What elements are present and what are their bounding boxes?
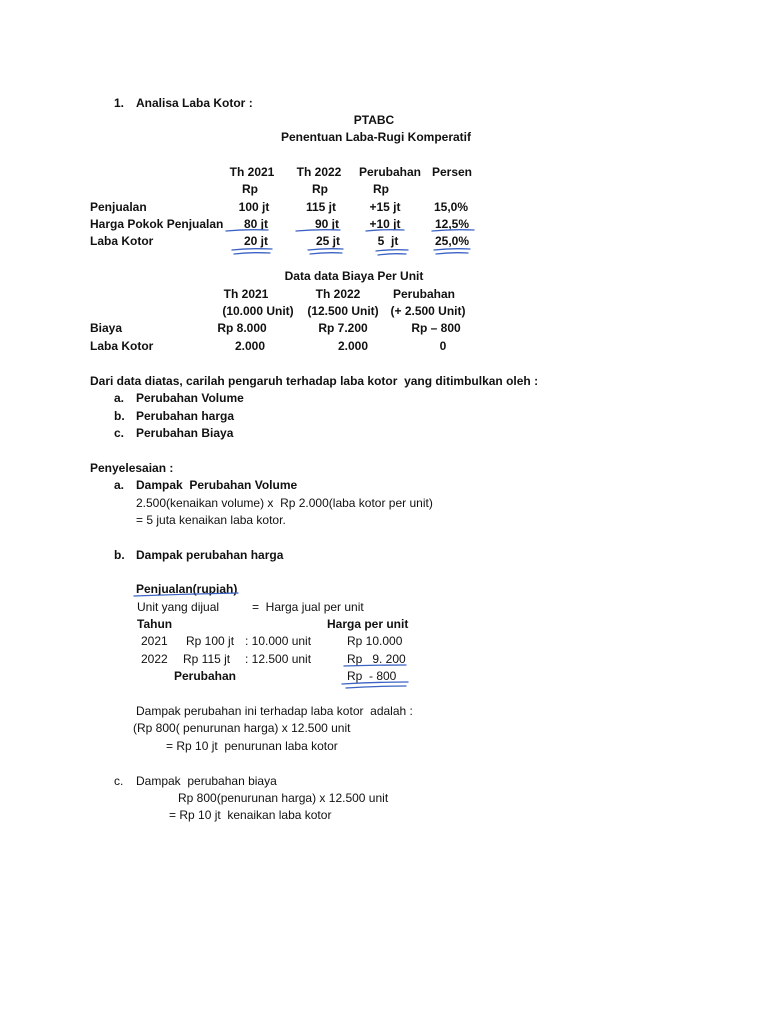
solution-c-title: Dampak perubahan biaya (136, 774, 277, 788)
impact-line: Dampak perubahan ini terhadap laba kotor adalah : (136, 704, 413, 718)
change-label: Perubahan (174, 669, 237, 683)
row-label-laba-kotor: Laba Kotor (90, 234, 154, 248)
table-cell: 90 jt (314, 217, 340, 231)
table-cell: +10 jt (369, 217, 401, 231)
pen-double-underline (310, 253, 342, 254)
solution-a-line: 2.500(kenaikan volume) x Rp 2.000(laba kotor per unit) (136, 496, 433, 510)
table-cell: Rp – 800 (411, 321, 461, 335)
question-item: Perubahan Biaya (136, 426, 234, 440)
solution-c-line: Rp 800(penurunan harga) x 12.500 unit (178, 791, 389, 805)
pen-double-underline (436, 253, 468, 254)
list-letter: a. (114, 478, 125, 492)
price-row-units: : 10.000 unit (245, 634, 312, 648)
company-name: PTABC (353, 113, 395, 127)
row-label-penjualan: Penjualan (90, 200, 147, 214)
pen-double-underline (346, 686, 406, 688)
solution-a-title: Dampak Perubahan Volume (136, 478, 298, 492)
unit-label-2022: Rp (312, 182, 328, 196)
table-cell: 12,5% (434, 217, 470, 231)
solution-c-line: = Rp 10 jt kenaikan laba kotor (169, 808, 332, 822)
col-header-percent: Persen (431, 165, 473, 179)
table-cell: 5 jt (377, 234, 399, 248)
table-cell: 25 jt (315, 234, 341, 248)
impact-line: = Rp 10 jt penurunan laba kotor (166, 739, 338, 753)
table-cell: Rp 7.200 (318, 321, 368, 335)
table-cell: 115 jt (305, 200, 337, 214)
list-letter: a. (114, 391, 125, 405)
row-label-hpp: Harga Pokok Penjualan (90, 217, 224, 231)
solution-b-title: Dampak perubahan harga (136, 548, 284, 562)
list-letter: c. (114, 426, 125, 440)
pen-double-underline (234, 253, 270, 254)
price-row-price: Rp 10.000 (347, 634, 403, 648)
units-sold-label: Unit yang dijual (137, 600, 220, 614)
col-header-change: Perubahan (358, 165, 422, 179)
price-row-amount: Rp 115 jt (183, 652, 231, 666)
price-row-units: : 12.500 unit (245, 652, 312, 666)
table-cell: 2.000 (337, 339, 369, 353)
pen-double-underline (378, 254, 406, 255)
question-item: Perubahan Volume (136, 391, 244, 405)
table-cell: 25,0% (434, 234, 470, 248)
price-row-year: 2021 (141, 634, 168, 648)
col-header-2022: Th 2022 (296, 165, 342, 179)
table-cell: 0 (439, 339, 447, 353)
pen-double-underline (232, 249, 272, 250)
table-cell: 80 jt (243, 217, 269, 231)
change-value: Rp - 800 (347, 669, 397, 683)
solution-heading: Penyelesaian : (90, 461, 174, 475)
section-number: 1. (114, 96, 125, 110)
solution-a-line: = 5 juta kenaikan laba kotor. (136, 513, 286, 527)
statement-subtitle: Penentuan Laba-Rugi Komperatif (280, 130, 472, 144)
year-label: Tahun (137, 617, 173, 631)
price-row-year: 2022 (141, 652, 168, 666)
pen-double-underline (376, 250, 408, 251)
table-cell: Rp 8.000 (217, 321, 267, 335)
col-header-2022: Th 2022 (315, 287, 361, 301)
question-item: Perubahan harga (136, 409, 235, 423)
pen-double-underline (308, 249, 343, 250)
unit-label-2021: Rp (242, 182, 258, 196)
price-row-amount: Rp 100 jt (186, 634, 235, 648)
table2-title: Data data Biaya Per Unit (284, 269, 424, 283)
col-header-change: Perubahan (392, 287, 456, 301)
table-cell: 2.000 (234, 339, 266, 353)
sales-subtitle: Penjualan(rupiah) (136, 582, 238, 596)
price-equation-label: = Harga jual per unit (252, 600, 364, 614)
impact-line: (Rp 800( penurunan harga) x 12.500 unit (133, 721, 351, 735)
row-label-laba-kotor: Laba Kotor (90, 339, 154, 353)
section-heading: Analisa Laba Kotor : (136, 96, 253, 110)
list-letter: b. (114, 548, 125, 562)
table-cell: +15 jt (369, 200, 401, 214)
subheader-units-change: (+ 2.500 Unit) (390, 304, 466, 318)
list-letter: c. (114, 774, 124, 788)
unit-label-change: Rp (373, 182, 389, 196)
col-header-2021: Th 2021 (229, 165, 275, 179)
pen-double-underline (434, 249, 470, 250)
table-cell: 100 jt (238, 200, 270, 214)
price-row-price: Rp 9. 200 (347, 652, 406, 666)
question-text: Dari data diatas, carilah pengaruh terhadap laba kotor yang ditimbulkan oleh : (90, 374, 539, 388)
price-per-unit-label: Harga per unit (327, 617, 409, 631)
table-cell: 15,0% (433, 200, 469, 214)
col-header-2021: Th 2021 (223, 287, 269, 301)
list-letter: b. (114, 409, 125, 423)
subheader-units-2021: (10.000 Unit) (222, 304, 294, 318)
table-cell: 20 jt (243, 234, 269, 248)
subheader-units-2022: (12.500 Unit) (307, 304, 379, 318)
row-label-biaya: Biaya (90, 321, 123, 335)
